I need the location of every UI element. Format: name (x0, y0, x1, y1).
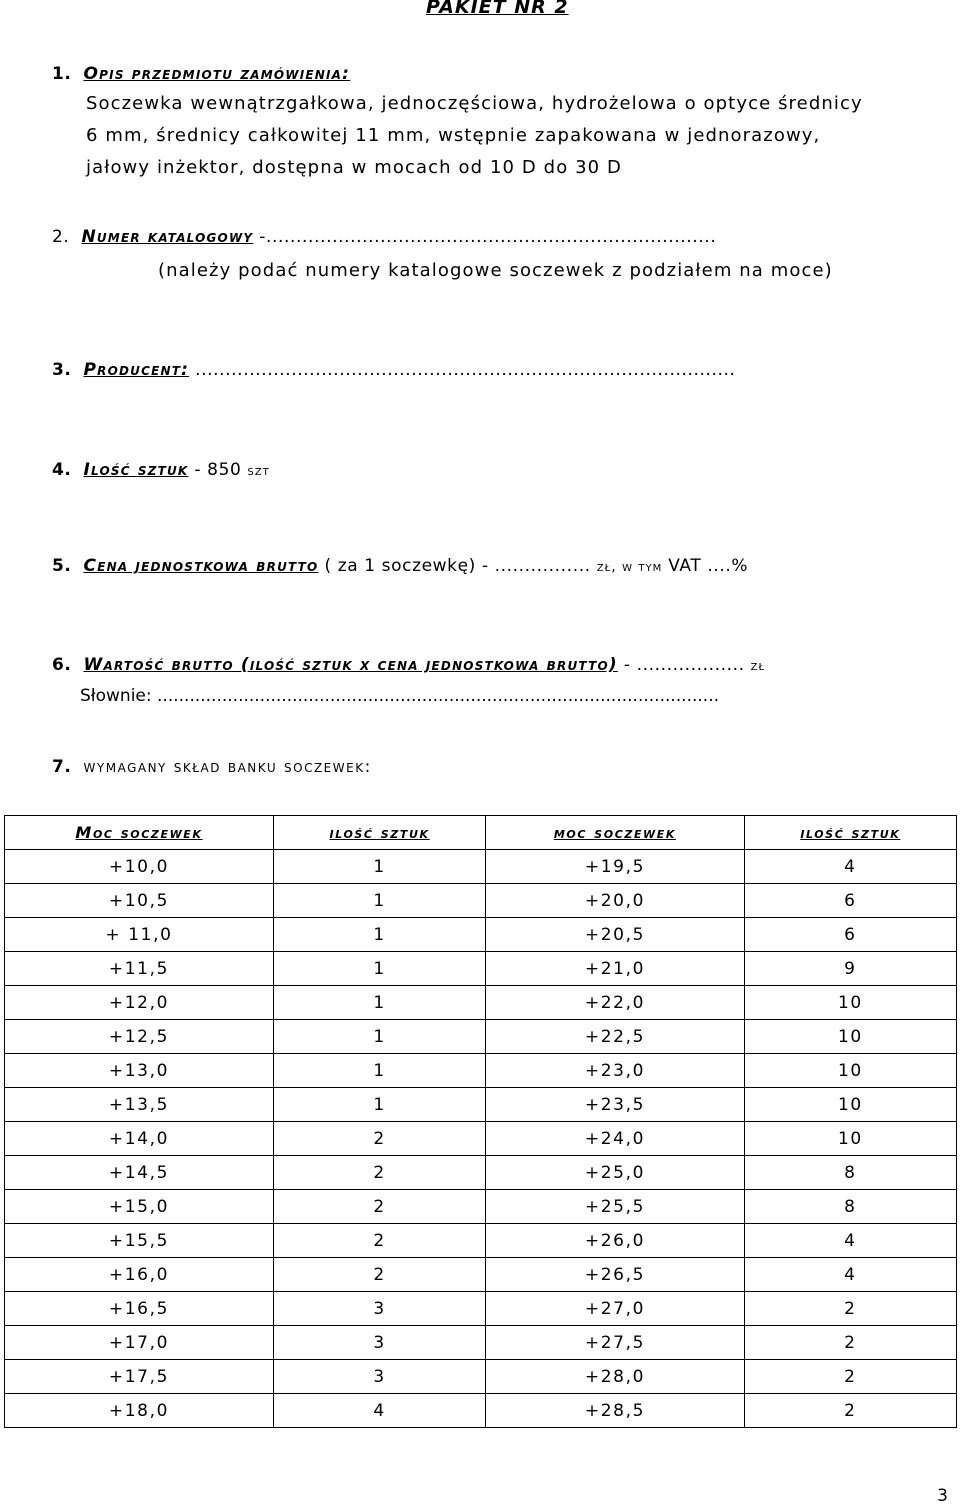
header-lens-power: moc soczewek (486, 816, 745, 850)
header-quantity: ilość sztuk (273, 816, 485, 850)
lens-power-cell: +15,5 (5, 1224, 274, 1258)
table-row (5, 1394, 957, 1428)
lens-power-cell: +10,0 (5, 850, 274, 884)
quantity-value: - 850 (188, 460, 248, 480)
producer-blank: .......................................................................................... (189, 360, 736, 380)
lens-power-cell: +13,5 (5, 1088, 274, 1122)
header-lens-power: Moc soczewek (5, 816, 274, 850)
quantity-cell: 1 (273, 952, 485, 986)
table-row (5, 884, 957, 918)
quantity-cell: 8 (744, 1156, 956, 1190)
lens-power-cell: +28,5 (486, 1394, 745, 1428)
lens-power-cell: +12,0 (5, 986, 274, 1020)
section-2-catalog-number (52, 227, 716, 247)
quantity-cell: 2 (273, 1224, 485, 1258)
section-6-title: Wartość brutto (ilość sztuk x cena jednostkowa brutto) (83, 655, 618, 675)
quantity-unit: szt (247, 463, 270, 479)
table-row (5, 1190, 957, 1224)
lens-power-cell: +25,5 (486, 1190, 745, 1224)
lens-power-cell: + 11,0 (5, 918, 274, 952)
quantity-cell: 1 (273, 918, 485, 952)
section-7-title: wymagany skład banku soczewek: (83, 757, 372, 777)
table-header-row (5, 816, 957, 850)
quantity-cell: 2 (273, 1156, 485, 1190)
table-row (5, 1156, 957, 1190)
header-quantity: ilość sztuk (744, 816, 956, 850)
section-1-description (86, 88, 863, 184)
lens-power-cell: +23,5 (486, 1088, 745, 1122)
section-2-title: Numer katalogowy (81, 227, 254, 247)
lens-power-cell: +10,5 (5, 884, 274, 918)
quantity-cell: 8 (744, 1190, 956, 1224)
lens-bank-table (4, 815, 957, 1428)
table-row (5, 918, 957, 952)
catalog-number-note: (należy podać numery katalogowe soczewek z podziałem na moce) (158, 260, 833, 281)
quantity-cell: 6 (744, 918, 956, 952)
quantity-cell: 2 (744, 1394, 956, 1428)
lens-power-cell: +17,5 (5, 1360, 274, 1394)
quantity-cell: 10 (744, 1020, 956, 1054)
table-row (5, 986, 957, 1020)
quantity-cell: 1 (273, 1054, 485, 1088)
unit-price-currency: zł, w tym (596, 559, 663, 575)
total-value-currency: zł (750, 658, 766, 674)
table-row (5, 1224, 957, 1258)
quantity-cell: 1 (273, 1020, 485, 1054)
quantity-cell: 2 (273, 1122, 485, 1156)
unit-price-vat: VAT ....% (662, 556, 749, 576)
quantity-cell: 6 (744, 884, 956, 918)
section-5-unit-price (52, 556, 748, 576)
section-6-total-value (52, 655, 765, 675)
lens-power-cell: +22,0 (486, 986, 745, 1020)
quantity-cell: 3 (273, 1360, 485, 1394)
section-3-title: Producent: (83, 360, 190, 380)
total-value-in-words: Słownie: ........................................................................................................ (80, 686, 720, 706)
quantity-cell: 4 (273, 1394, 485, 1428)
section-4-title: Ilość sztuk (83, 460, 189, 480)
quantity-cell: 3 (273, 1326, 485, 1360)
lens-power-cell: +27,0 (486, 1292, 745, 1326)
quantity-cell: 1 (273, 884, 485, 918)
lens-power-cell: +14,5 (5, 1156, 274, 1190)
lens-power-cell: +26,5 (486, 1258, 745, 1292)
description-line: Soczewka wewnątrzgałkowa, jednoczęściowa, hydrożelowa o optyce średnicy (86, 93, 863, 114)
catalog-number-blank: -........................................................................... (253, 227, 717, 247)
quantity-cell: 10 (744, 986, 956, 1020)
table-row (5, 952, 957, 986)
section-6-number: 6. (52, 655, 72, 675)
quantity-cell: 2 (744, 1360, 956, 1394)
description-line: jałowy inżektor, dostępna w mocach od 10 D do 30 D (86, 157, 623, 178)
quantity-cell: 2 (744, 1326, 956, 1360)
section-4-quantity (52, 460, 270, 480)
description-line: 6 mm, średnicy całkowitej 11 mm, wstępnie zapakowana w jednorazowy, (86, 125, 821, 146)
lens-table-body (5, 850, 957, 1428)
table-row (5, 1258, 957, 1292)
lens-power-cell: +19,5 (486, 850, 745, 884)
quantity-cell: 4 (744, 850, 956, 884)
quantity-cell: 9 (744, 952, 956, 986)
table-row (5, 1360, 957, 1394)
lens-power-cell: +25,0 (486, 1156, 745, 1190)
page-title: PAKIET NR 2 (426, 0, 569, 18)
quantity-cell: 1 (273, 1088, 485, 1122)
lens-power-cell: +20,0 (486, 884, 745, 918)
quantity-cell: 3 (273, 1292, 485, 1326)
page-number: 3 (937, 1486, 948, 1506)
section-3-number: 3. (52, 360, 72, 380)
lens-power-cell: +26,0 (486, 1224, 745, 1258)
section-4-number: 4. (52, 460, 72, 480)
table-row (5, 1020, 957, 1054)
table-row (5, 1326, 957, 1360)
lens-power-cell: +15,0 (5, 1190, 274, 1224)
table-row (5, 1088, 957, 1122)
quantity-cell: 1 (273, 850, 485, 884)
table-row (5, 850, 957, 884)
lens-power-cell: +18,0 (5, 1394, 274, 1428)
lens-power-cell: +20,5 (486, 918, 745, 952)
section-5-title: Cena jednostkowa brutto (83, 556, 319, 576)
section-1-number: 1. (52, 64, 72, 84)
lens-power-cell: +21,0 (486, 952, 745, 986)
lens-power-cell: +16,5 (5, 1292, 274, 1326)
section-3-producer (52, 360, 736, 380)
lens-power-cell: +24,0 (486, 1122, 745, 1156)
total-value-blank: - .................. (617, 655, 751, 675)
quantity-cell: 10 (744, 1054, 956, 1088)
table-row (5, 1054, 957, 1088)
quantity-cell: 4 (744, 1224, 956, 1258)
section-7-number: 7. (52, 757, 72, 777)
lens-power-cell: +23,0 (486, 1054, 745, 1088)
lens-power-cell: +12,5 (5, 1020, 274, 1054)
lens-power-cell: +27,5 (486, 1326, 745, 1360)
quantity-cell: 10 (744, 1122, 956, 1156)
section-2-number: 2. (52, 227, 70, 247)
lens-power-cell: +17,0 (5, 1326, 274, 1360)
section-7-lens-bank (52, 757, 372, 777)
section-1-heading (52, 64, 350, 84)
quantity-cell: 10 (744, 1088, 956, 1122)
lens-power-cell: +22,5 (486, 1020, 745, 1054)
lens-power-cell: +13,0 (5, 1054, 274, 1088)
section-5-number: 5. (52, 556, 72, 576)
table-row (5, 1122, 957, 1156)
lens-power-cell: +28,0 (486, 1360, 745, 1394)
unit-price-blank: ( za 1 soczewkę) - ................ (318, 556, 597, 576)
quantity-cell: 1 (273, 986, 485, 1020)
quantity-cell: 4 (744, 1258, 956, 1292)
quantity-cell: 2 (273, 1190, 485, 1224)
lens-power-cell: +14,0 (5, 1122, 274, 1156)
quantity-cell: 2 (744, 1292, 956, 1326)
lens-power-cell: +16,0 (5, 1258, 274, 1292)
lens-power-cell: +11,5 (5, 952, 274, 986)
quantity-cell: 2 (273, 1258, 485, 1292)
table-row (5, 1292, 957, 1326)
section-1-title: Opis przedmiotu zamówienia: (83, 64, 351, 84)
